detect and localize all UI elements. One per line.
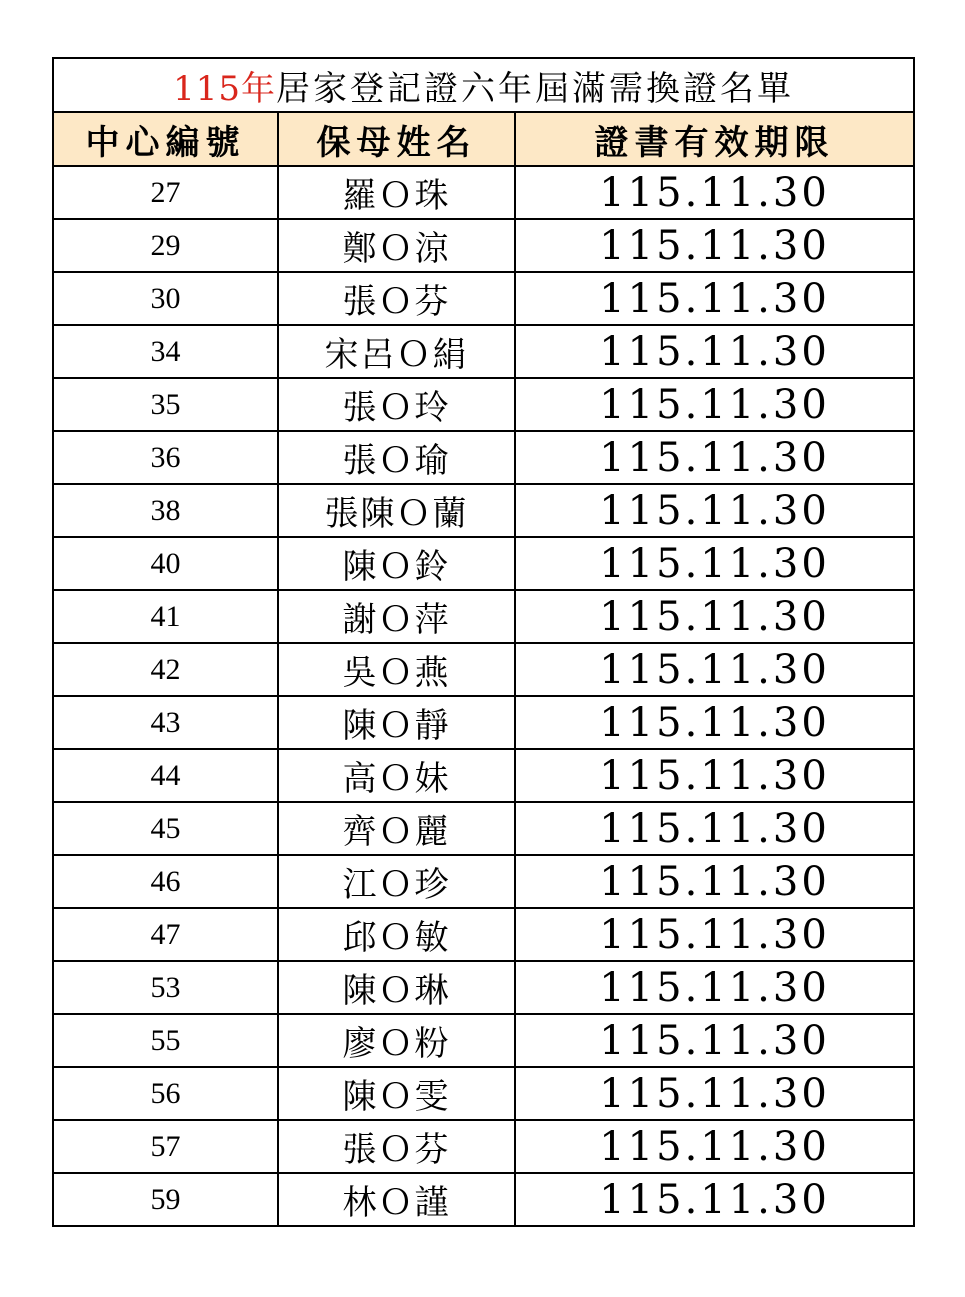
table-row	[53, 1120, 914, 1173]
table-row	[53, 484, 914, 537]
table-row	[53, 908, 914, 961]
cell-certificate-expiry: 115.11.30	[515, 272, 914, 325]
cell-caregiver-name: 廖Ｏ粉	[278, 1014, 515, 1067]
cell-caregiver-name: 陳Ｏ雯	[278, 1067, 515, 1120]
cell-certificate-expiry: 115.11.30	[515, 166, 914, 219]
renewal-list-table	[52, 57, 915, 1227]
table-row	[53, 1173, 914, 1226]
cell-certificate-expiry: 115.11.30	[515, 431, 914, 484]
table-row	[53, 1014, 914, 1067]
cell-certificate-expiry: 115.11.30	[515, 484, 914, 537]
cell-center-id: 53	[53, 961, 278, 1014]
cell-center-id: 42	[53, 643, 278, 696]
table-row	[53, 431, 914, 484]
cell-center-id: 57	[53, 1120, 278, 1173]
cell-center-id: 47	[53, 908, 278, 961]
cell-certificate-expiry: 115.11.30	[515, 378, 914, 431]
cell-caregiver-name: 江Ｏ珍	[278, 855, 515, 908]
cell-center-id: 43	[53, 696, 278, 749]
cell-certificate-expiry: 115.11.30	[515, 908, 914, 961]
cell-certificate-expiry: 115.11.30	[515, 1120, 914, 1173]
table-row	[53, 378, 914, 431]
table-row	[53, 590, 914, 643]
cell-certificate-expiry: 115.11.30	[515, 590, 914, 643]
header-caregiver-name: 保母姓名	[278, 112, 515, 166]
table-row	[53, 802, 914, 855]
cell-caregiver-name: 宋呂Ｏ絹	[278, 325, 515, 378]
table-row	[53, 272, 914, 325]
cell-caregiver-name: 吳Ｏ燕	[278, 643, 515, 696]
table-row	[53, 1067, 914, 1120]
cell-certificate-expiry: 115.11.30	[515, 855, 914, 908]
cell-center-id: 35	[53, 378, 278, 431]
table-row	[53, 961, 914, 1014]
table-row	[53, 537, 914, 590]
cell-caregiver-name: 張Ｏ玲	[278, 378, 515, 431]
cell-certificate-expiry: 115.11.30	[515, 1014, 914, 1067]
cell-center-id: 44	[53, 749, 278, 802]
cell-certificate-expiry: 115.11.30	[515, 1173, 914, 1226]
cell-certificate-expiry: 115.11.30	[515, 537, 914, 590]
cell-center-id: 38	[53, 484, 278, 537]
cell-certificate-expiry: 115.11.30	[515, 325, 914, 378]
cell-certificate-expiry: 115.11.30	[515, 219, 914, 272]
cell-caregiver-name: 張Ｏ芬	[278, 272, 515, 325]
table-row	[53, 696, 914, 749]
cell-caregiver-name: 羅Ｏ珠	[278, 166, 515, 219]
cell-certificate-expiry: 115.11.30	[515, 643, 914, 696]
cell-center-id: 55	[53, 1014, 278, 1067]
cell-caregiver-name: 張陳Ｏ蘭	[278, 484, 515, 537]
cell-certificate-expiry: 115.11.30	[515, 749, 914, 802]
table-body	[53, 166, 914, 1226]
cell-caregiver-name: 陳Ｏ靜	[278, 696, 515, 749]
cell-certificate-expiry: 115.11.30	[515, 1067, 914, 1120]
cell-center-id: 59	[53, 1173, 278, 1226]
cell-center-id: 56	[53, 1067, 278, 1120]
table-row	[53, 855, 914, 908]
cell-center-id: 46	[53, 855, 278, 908]
cell-caregiver-name: 齊Ｏ麗	[278, 802, 515, 855]
header-center-id: 中心編號	[53, 112, 278, 166]
cell-caregiver-name: 鄭Ｏ涼	[278, 219, 515, 272]
cell-caregiver-name: 謝Ｏ萍	[278, 590, 515, 643]
cell-certificate-expiry: 115.11.30	[515, 961, 914, 1014]
table-title	[53, 58, 914, 112]
table-row	[53, 749, 914, 802]
title-year: 115年	[173, 68, 276, 109]
cell-center-id: 27	[53, 166, 278, 219]
cell-caregiver-name: 高Ｏ妹	[278, 749, 515, 802]
cell-center-id: 34	[53, 325, 278, 378]
cell-caregiver-name: 邱Ｏ敏	[278, 908, 515, 961]
cell-caregiver-name: 陳Ｏ琳	[278, 961, 515, 1014]
table-row	[53, 219, 914, 272]
cell-caregiver-name: 陳Ｏ鈴	[278, 537, 515, 590]
cell-center-id: 29	[53, 219, 278, 272]
cell-center-id: 30	[53, 272, 278, 325]
cell-caregiver-name: 張Ｏ芬	[278, 1120, 515, 1173]
table-row	[53, 166, 914, 219]
cell-center-id: 40	[53, 537, 278, 590]
cell-caregiver-name: 林Ｏ謹	[278, 1173, 515, 1226]
cell-center-id: 36	[53, 431, 278, 484]
table-row	[53, 325, 914, 378]
cell-center-id: 41	[53, 590, 278, 643]
cell-certificate-expiry: 115.11.30	[515, 696, 914, 749]
cell-certificate-expiry: 115.11.30	[515, 802, 914, 855]
title-text: 居家登記證六年屆滿需換證名單	[275, 68, 794, 109]
table-row	[53, 643, 914, 696]
cell-caregiver-name: 張Ｏ瑜	[278, 431, 515, 484]
cell-center-id: 45	[53, 802, 278, 855]
header-certificate-expiry: 證書有效期限	[515, 112, 914, 166]
